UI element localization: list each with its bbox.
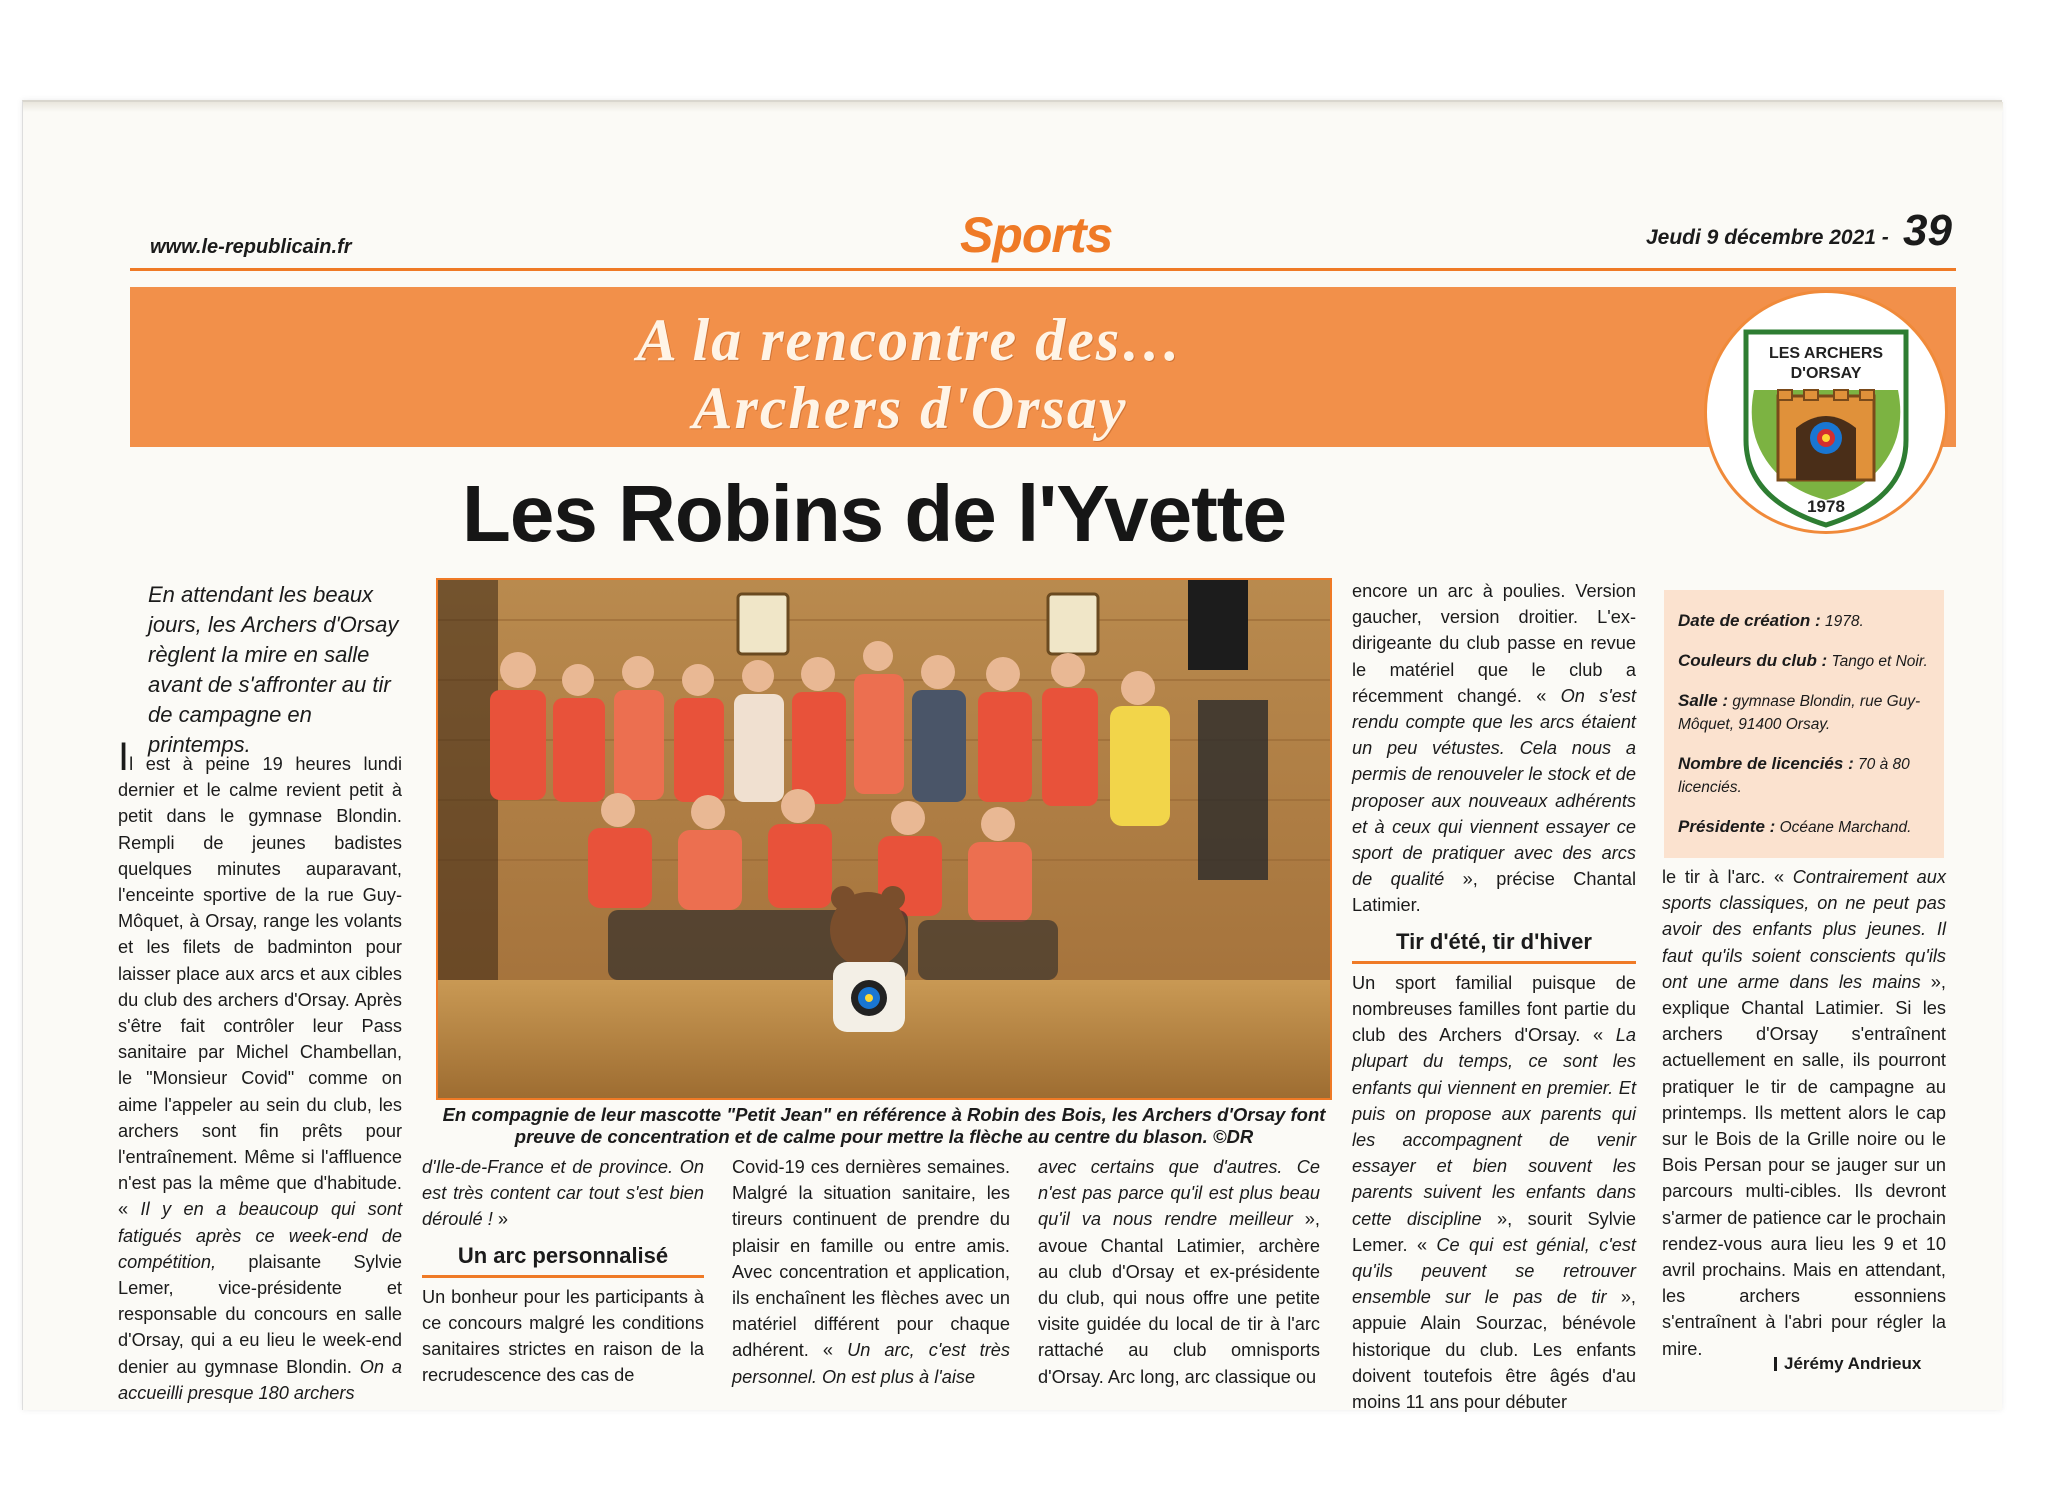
info-salle-value: gymnase Blondin, rue Guy-Môquet, 91400 Orsay. (1678, 693, 1921, 733)
info-presidente-value: Océane Marchand. (1775, 819, 1912, 836)
col6-text-1: le tir à l'arc. « (1662, 867, 1785, 887)
col5-text-4: », sourit Sylvie Lemer. « (1352, 1208, 1636, 1255)
banner-line-2: Archers d'Orsay (692, 375, 1128, 441)
col2-quote: d'Ile-de-France et de province. On est très content car tout s'est bien déroulé ! (422, 1157, 704, 1230)
info-creation-value: 1978. (1820, 613, 1864, 630)
col5-quote-2: La plupart du temps, ce sont les enfants qui viennent en premier. Et puis on propose aux parents qui les accompagnent de venir essayer et bien souvent les parents suivent les enfants dans cette discipline (1352, 1025, 1636, 1229)
info-salle-label: Salle : (1678, 691, 1729, 710)
header-date: Jeudi 9 décembre 2021 - (1646, 226, 1889, 249)
col1-text-1: l est à peine 19 heures lundi dernier et le calme revient petit à petit dans le gymnase Blondin. Rempli de jeunes badistes quelques minutes auparavant, l'enceinte sportive de la rue Guy-Môquet, à Orsay, range les volants et les filets de badminton pour laisser place aux arcs et aux cibles du club des archers d'Orsay. Après s'être fait contrôler leur Pass sanitaire par Michel Chambellan, le "Monsieur Covid" comme on aime l'appeler au sein du club, les archers sont fin prêts pour l'entraînement. Même si l'affluence n'est pas la même que d'habitude. « (118, 754, 402, 1220)
page-number: 39 (1903, 206, 1952, 255)
col1-quote-2: On a accueilli presque 180 archers (118, 1356, 402, 1403)
col1-quote-1: Il y en a beaucoup qui sont fatigués après ce week-end de compétition, (118, 1199, 402, 1272)
info-colors-label: Couleurs du club : (1678, 651, 1828, 670)
article-byline: Jérémy Andrieux (1784, 1354, 1922, 1373)
col3-text: Covid-19 ces dernières semaines. Malgré la situation sanitaire, les tireurs continuent de prendre du plaisir en famille ou entre amis. Avec concentration et application, ils enchaînent les flèches avec un matériel différent pour chaque adhérent. « (732, 1157, 1010, 1361)
subhead-tir-ete-tir-hiver: Tir d'été, tir d'hiver (1352, 929, 1636, 964)
photo-caption: En compagnie de leur mascotte "Petit Jean" en référence à Robin des Bois, les Archers d'Orsay font preuve de concentration et de calme pour mettre la flèche au centre du blason. ©DR (442, 1104, 1326, 1147)
col1-text-2: plaisante Sylvie Lemer, vice-présidente et responsable du concours en salle d'Orsay, qui a eu lieu le week-end denier au gymnase Blondin. (118, 1251, 402, 1377)
col5-text-1: encore un arc à poulies. Version gaucher, version droitier. L'ex-dirigeante du club passe en revue le matériel que le club a récemment changé. « (1352, 581, 1636, 706)
col4-text: », avoue Chantal Latimier, archère au club d'Orsay et ex-présidente du club, qui nous offre une petite visite guidée du local de tir à l'arc rattaché au club omnisports d'Orsay. Arc long, arc classique ou (1038, 1209, 1320, 1387)
logo-year: 1978 (1807, 497, 1845, 516)
column-1 (118, 735, 402, 1406)
col5-text-3: Un sport familial puisque de nombreuses familles font partie du club des Archers d'Orsay. « (1352, 972, 1636, 1046)
col6-quote-1: Contrairement aux sports classiques, on ne peut pas avoir des enfants plus jeunes. Il faut qu'ils soient conscients qu'ils ont une arme dans les mains (1662, 867, 1946, 992)
col5-quote-3: Ce qui est génial, c'est qu'ils peuvent se retrouver ensemble sur le pas de tir (1352, 1234, 1636, 1308)
column-5 (1352, 578, 1636, 1415)
col3-quote: Un arc, c'est très personnel. On est plus à l'aise (732, 1340, 1010, 1387)
col5-quote-1: On s'est rendu compte que les arcs étaient un peu vétustes. Cela nous a permis de renouveler le stock et de proposer aux nouveaux adhérents et à ceux qui viennent essayer ce sport de pratiquer avec des arcs de qualité (1352, 685, 1636, 890)
column-4 (1038, 1154, 1320, 1390)
article-lede: En attendant les beaux jours, les Archers d'Orsay règlent la mire en salle avant de s'affronter au tir de campagne en printemps. (148, 582, 399, 757)
logo-text-2: D'ORSAY (1790, 365, 1862, 382)
column-2 (422, 1154, 704, 1389)
article-title: Les Robins de l'Yvette (462, 469, 1286, 558)
byline-mark (1774, 1357, 1777, 1371)
drop-cap: I (118, 735, 130, 779)
col6-text-2: », explique Chantal Latimier. Si les archers d'Orsay s'entraînent actuellement en salle, ils pourront pratiquer le tir de campagne au printemps. Ils mettent alors le cap sur le Bois de la Grille noire ou le Bois Persan pour se jauger sur un parcours multi-cibles. Ils devront s'armer de patience car le prochain rendez-vous aura lieu les 9 et 10 avril prochains. Mais en attendant, les archers essonniens s'entraînent à l'abri pour régler la mire. (1662, 971, 1946, 1359)
banner-line-1: A la rencontre des… (636, 307, 1184, 373)
col5-text-5: », appuie Alain Sourzac, bénévole historique du club. Les enfants doivent toutefois être âgés d'au moins 11 ans pour débuter (1352, 1287, 1636, 1413)
col2-text: Un bonheur pour les participants à ce concours malgré les conditions sanitaires strictes en raison de la recrudescence des cas de (422, 1286, 704, 1386)
info-creation-label: Date de création : (1678, 611, 1821, 630)
club-crest-icon (1726, 320, 1926, 530)
logo-text-1: LES ARCHERS (1768, 345, 1884, 362)
column-3 (732, 1154, 1010, 1390)
header-url: www.le-republicain.fr (150, 236, 352, 258)
section-title: Sports (960, 207, 1113, 263)
team-photo (436, 578, 1332, 1100)
info-colors-value: Tango et Noir. (1827, 653, 1928, 670)
info-presidente-label: Présidente : (1678, 817, 1776, 836)
col2-quote-close: » (492, 1209, 508, 1230)
info-licencies-value: 70 à 80 licenciés. (1678, 756, 1910, 796)
club-infobox (1664, 590, 1944, 858)
col4-quote: avec certains que d'autres. Ce n'est pas parce qu'il est plus beau qu'il va nous rendre meilleur (1038, 1157, 1320, 1230)
info-licencies-label: Nombre de licenciés : (1678, 754, 1854, 773)
header-rule (130, 268, 1956, 271)
column-6 (1662, 864, 1946, 1362)
col5-text-2: », précise Chantal Latimier. (1352, 869, 1636, 916)
subhead-un-arc-personnalise: Un arc personnalisé (422, 1243, 704, 1278)
team-photo-illustration (438, 580, 1332, 1100)
page-fold (23, 102, 2003, 112)
